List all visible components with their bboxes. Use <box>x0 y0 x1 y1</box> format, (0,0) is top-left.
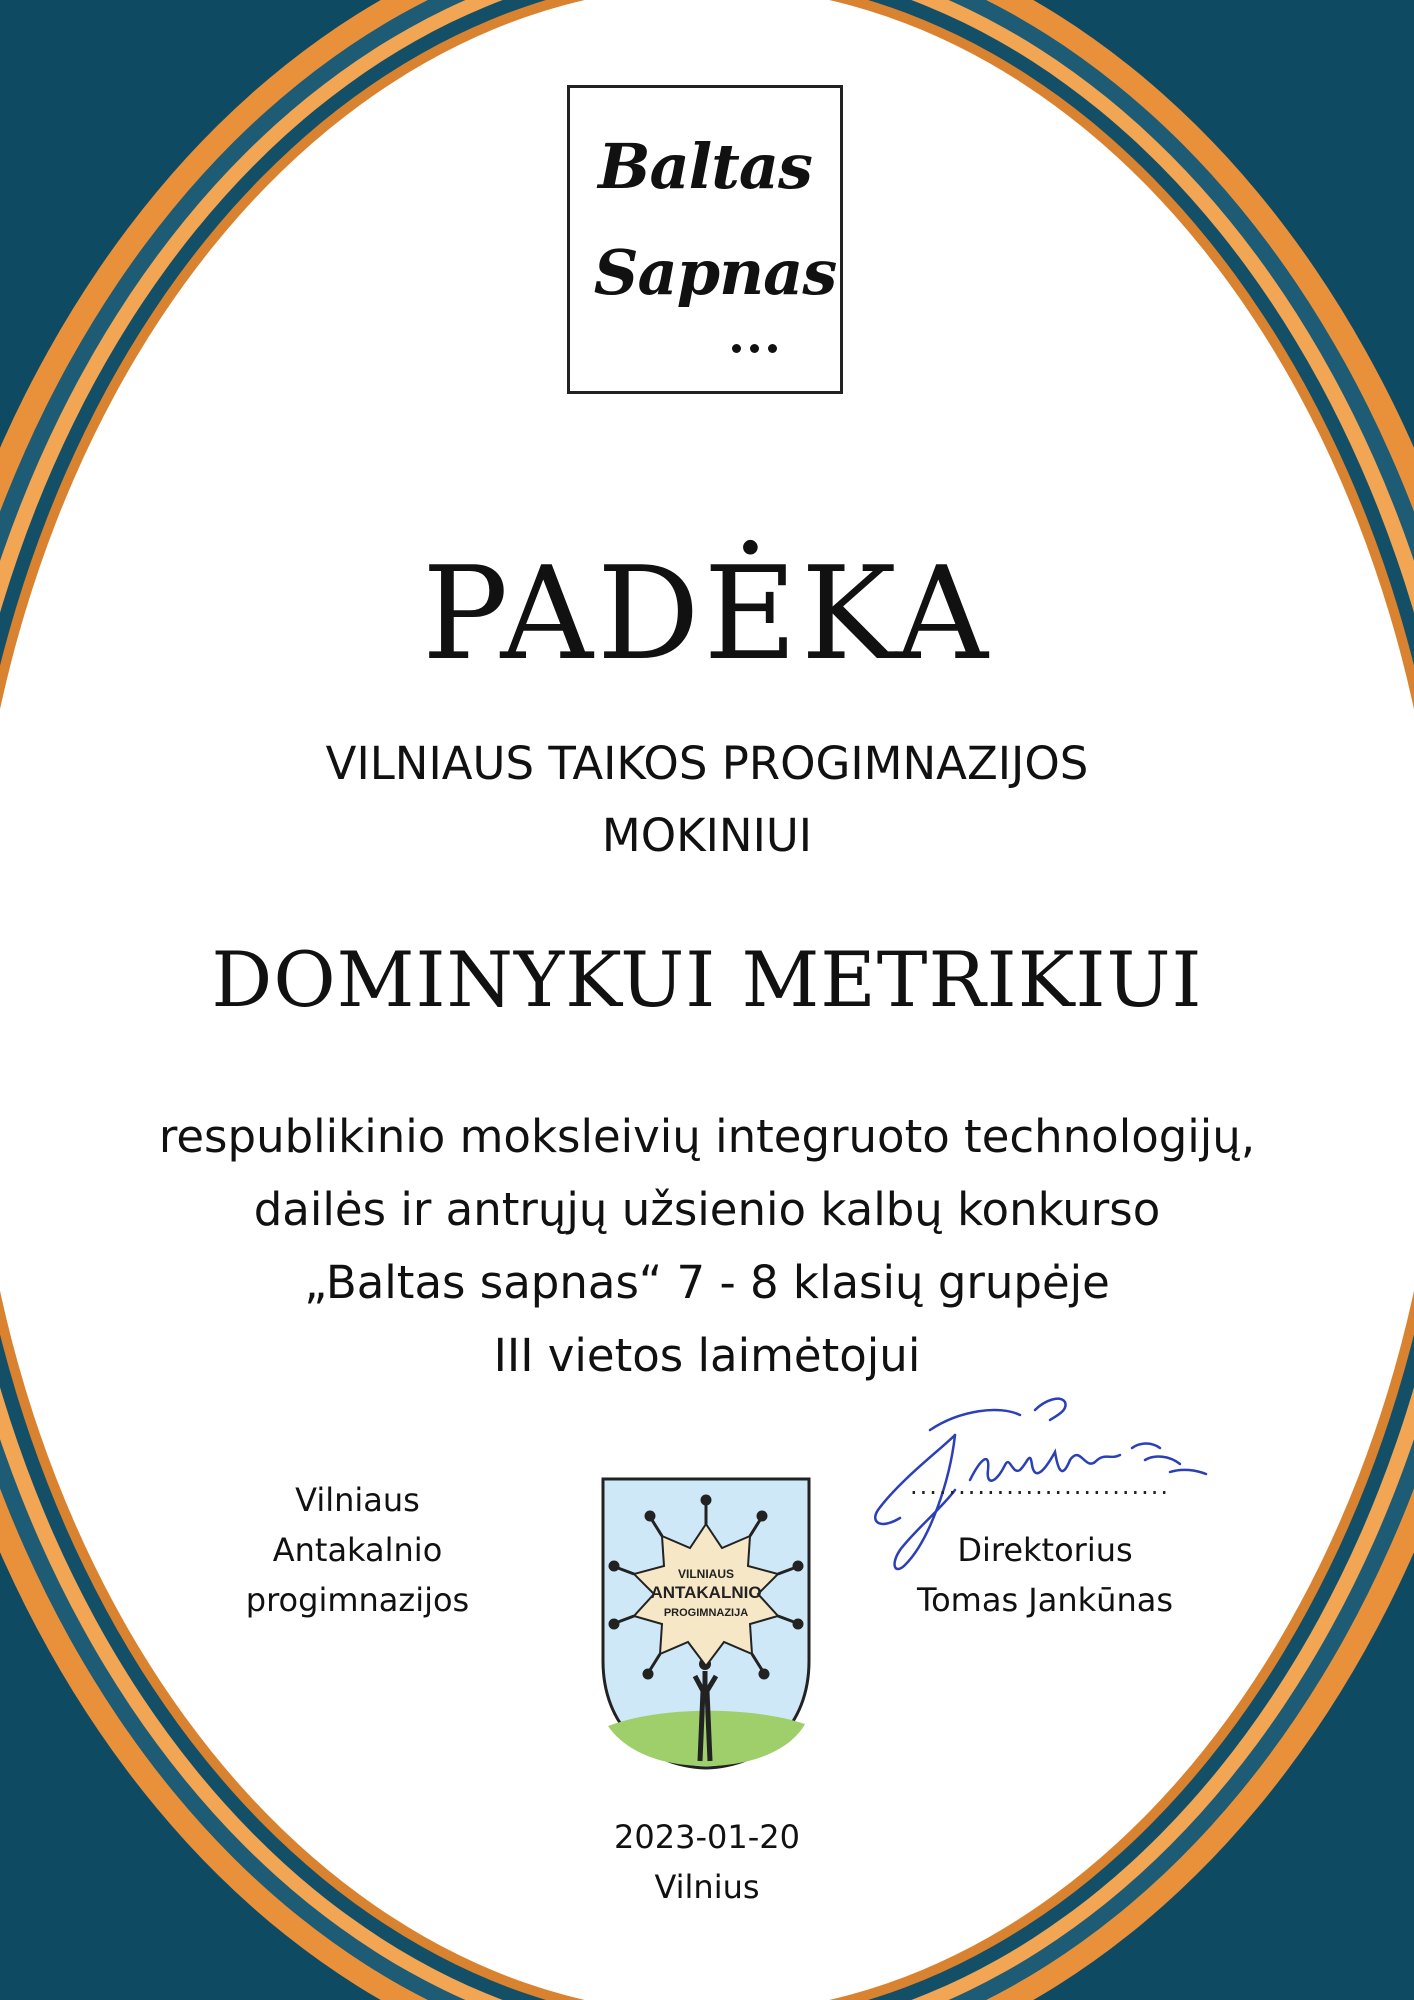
logo-text-line-2: Sapnas <box>593 236 837 309</box>
director-name: Tomas Jankūnas <box>916 1581 1173 1619</box>
crest-text-3: PROGIMNAZIJA <box>663 1607 749 1619</box>
issue-place: Vilnius <box>654 1868 760 1906</box>
issue-date: 2023-01-20 <box>614 1818 800 1856</box>
achievement-line-2: dailės ir antrųjų užsienio kalbų konkurso <box>253 1183 1161 1236</box>
crest-text-1: VILNIAUS <box>677 1567 735 1581</box>
school-crest <box>600 1476 812 1771</box>
signature-dotted-line: ........................... <box>910 1472 1170 1500</box>
school-line-2: Antakalnio <box>272 1531 443 1569</box>
baltas-sapnas-logo <box>567 85 843 394</box>
director-block <box>870 1525 1220 1625</box>
crest-text-2: ANTAKALNIO <box>650 1583 762 1602</box>
achievement-text <box>0 1100 1414 1392</box>
achievement-line-4: III vietos laimėtojui <box>493 1329 921 1382</box>
student-name: DOMINYKUI METRIKIUI <box>211 935 1203 1024</box>
recipient-line-1: VILNIAUS TAIKOS PROGIMNAZIJOS <box>325 737 1089 790</box>
achievement-line-1: respublikinio moksleivių integruoto technologijų, <box>158 1110 1256 1163</box>
school-line-1: Vilniaus <box>295 1481 420 1519</box>
recipient-line-2: MOKINIUI <box>601 809 813 862</box>
school-name-block <box>210 1475 505 1625</box>
achievement-line-3: „Baltas sapnas“ 7 - 8 klasių grupėje <box>304 1256 1110 1309</box>
logo-ellipsis-dots <box>732 338 786 357</box>
logo-text-line-1: Baltas <box>598 130 812 203</box>
recipient-school <box>0 728 1414 872</box>
school-line-3: progimnazijos <box>245 1581 470 1619</box>
date-place-block <box>0 1812 1414 1912</box>
certificate-title: PADĖKA <box>422 540 992 689</box>
director-title: Direktorius <box>957 1531 1133 1569</box>
